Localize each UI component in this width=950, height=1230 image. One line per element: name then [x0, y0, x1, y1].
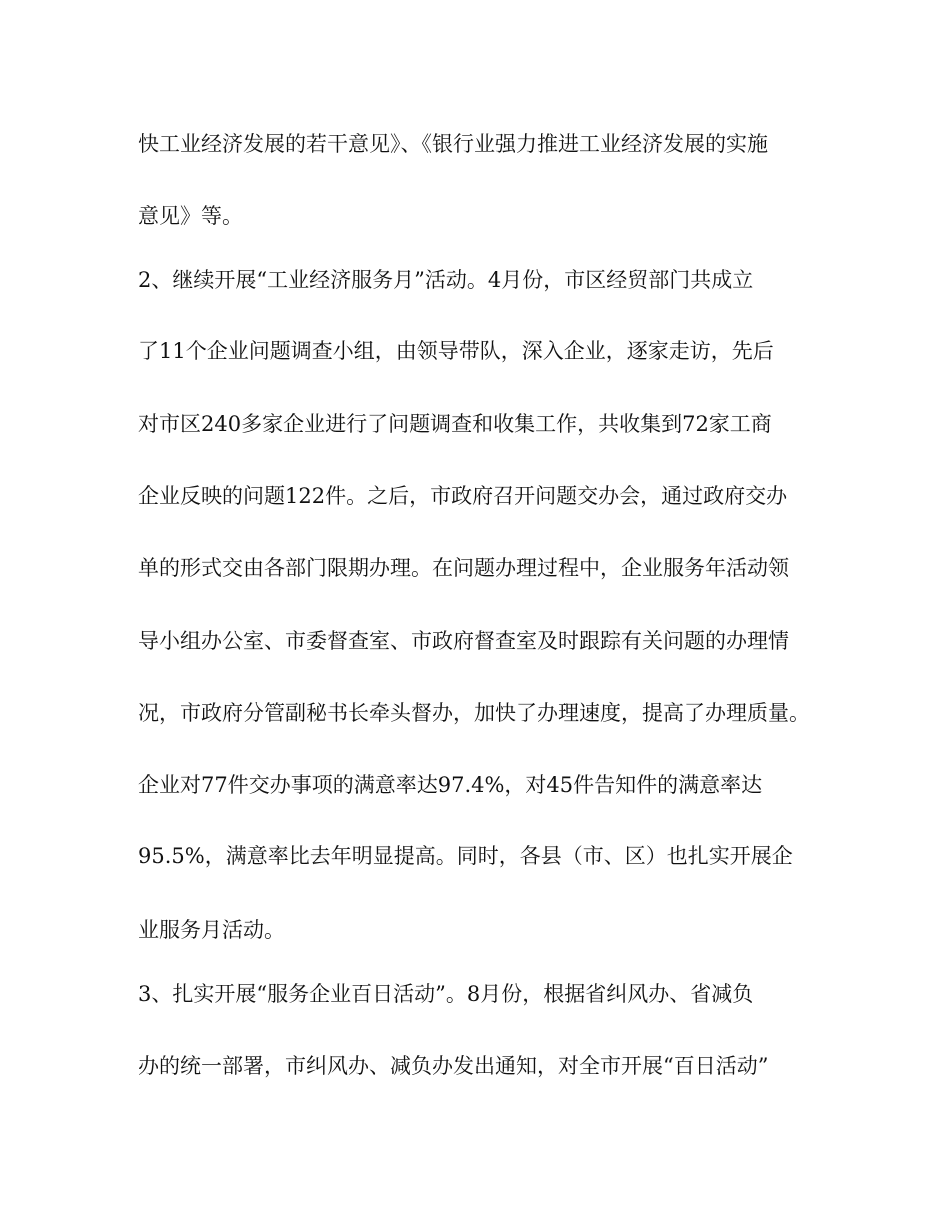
- text-line: 况，市政府分管副秘书长牵头督办，加快了办理速度，提高了办理质量。: [138, 701, 810, 725]
- text-line: 对市区240多家企业进行了问题调查和收集工作，共收集到72家工商: [138, 412, 772, 436]
- text-line: 2、继续开展“工业经济服务月”活动。4月份，市区经贸部门共成立: [138, 268, 754, 292]
- text-line: 快工业经济发展的若干意见》、《银行业强力推进工业经济发展的实施: [138, 132, 768, 156]
- text-line: 了11个企业问题调查小组，由领导带队，深入企业，逐家走访，先后: [138, 339, 774, 363]
- text-line: 企业对77件交办事项的满意率达97.4%，对45件告知件的满意率达: [138, 773, 763, 797]
- text-line: 办的统一部署，市纠风办、减负办发出通知，对全市开展“百日活动”: [138, 1054, 769, 1078]
- text-line: 导小组办公室、市委督查室、市政府督查室及时跟踪有关问题的办理情: [138, 629, 789, 653]
- text-line: 单的形式交由各部门限期办理。在问题办理过程中，企业服务年活动领: [138, 556, 789, 580]
- text-line: 95.5%，满意率比去年明显提高。同时，各县（市、区）也扎实开展企: [138, 844, 793, 868]
- text-line: 业服务月活动。: [138, 918, 285, 942]
- text-line: 企业反映的问题122件。之后，市政府召开问题交办会，通过政府交办: [138, 484, 788, 508]
- text-line: 3、扎实开展“服务企业百日活动”。8月份，根据省纠风办、省减负: [138, 982, 754, 1006]
- text-line: 意见》等。: [138, 204, 243, 228]
